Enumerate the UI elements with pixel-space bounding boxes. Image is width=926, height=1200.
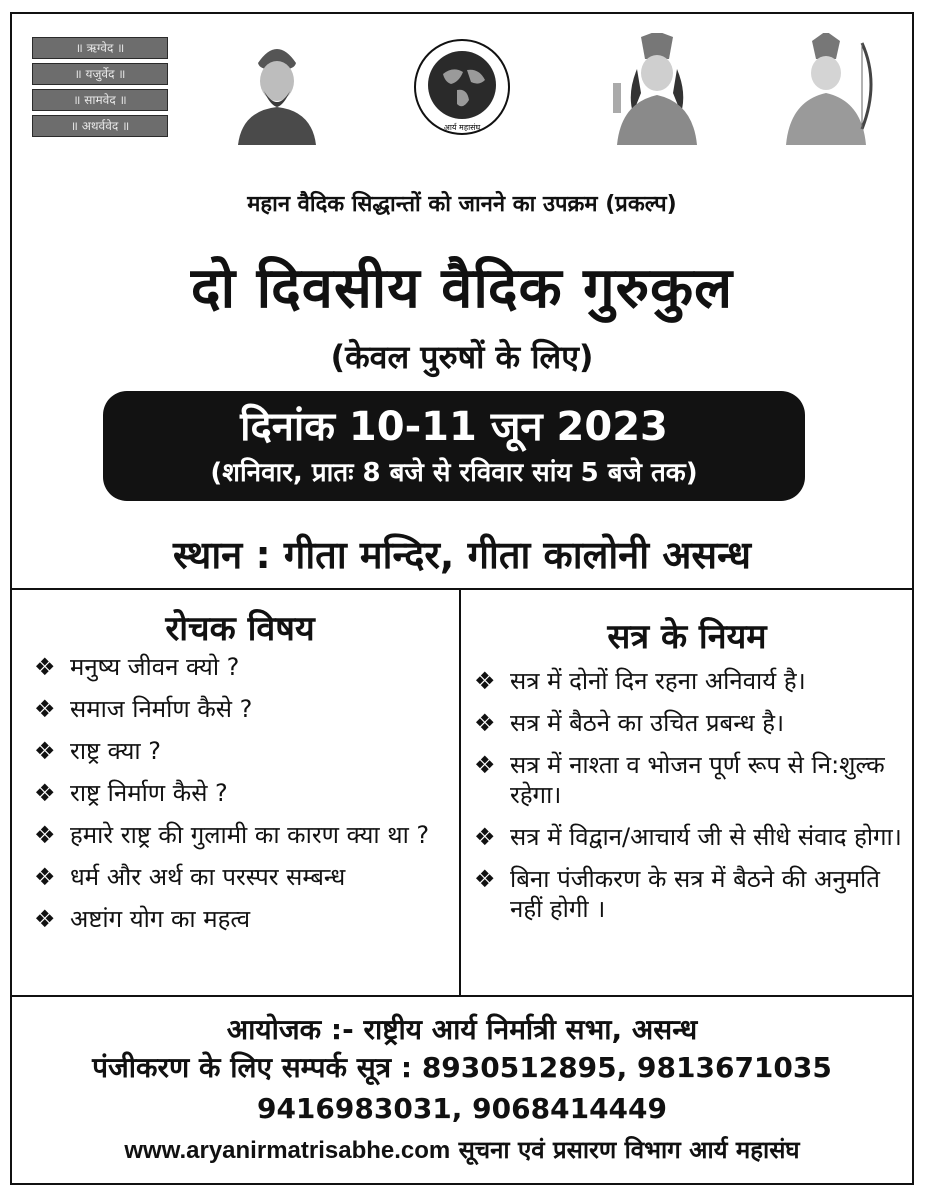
veda-book-2: ॥ यजुर्वेद ॥ <box>32 63 168 85</box>
bullet-icon: ❖ <box>34 695 56 723</box>
list-item: ❖ अष्टांग योग का महत्व <box>34 905 251 933</box>
list-item: ❖ सत्र में दोनों दिन रहना अनिवार्य है। <box>474 667 806 695</box>
event-date: दिनांक 10-11 जून 2023 <box>240 404 668 450</box>
list-item: ❖ सत्र में बैठने का उचित प्रबन्ध है। <box>474 709 785 737</box>
rules-heading: सत्र के नियम <box>607 617 767 657</box>
department: सूचना एवं प्रसारण विभाग आर्य महासंघ <box>458 1136 800 1164</box>
bullet-icon: ❖ <box>34 821 56 849</box>
list-item: ❖ हमारे राष्ट्र की गुलामी का कारण क्या था ? <box>34 821 430 849</box>
website-link[interactable]: www.aryanirmatrisabhe.com <box>124 1137 451 1164</box>
event-time: (शनिवार, प्रातः 8 बजे से रविवार सांय 5 बजे तक) <box>210 458 698 488</box>
contact-numbers: पंजीकरण के लिए सम्पर्क सूत्र : 8930512895, 9813671035 <box>92 1051 832 1084</box>
topics-list <box>24 652 454 946</box>
divider-top <box>10 588 914 590</box>
list-item: ❖ बिना पंजीकरण के सत्र में बैठने की अनुमति नहीं होगी । <box>474 865 880 923</box>
bullet-icon: ❖ <box>34 863 56 891</box>
list-item: ❖ राष्ट्र क्या ? <box>34 737 162 765</box>
bullet-icon: ❖ <box>474 751 496 779</box>
rules-list <box>464 666 908 936</box>
bullet-icon: ❖ <box>34 779 56 807</box>
deity-image-2 <box>770 33 882 145</box>
list-item: ❖ मनुष्य जीवन क्यो ? <box>34 653 240 681</box>
bullet-icon: ❖ <box>34 653 56 681</box>
veda-book-3: ॥ सामवेद ॥ <box>32 89 168 111</box>
logo-caption: आर्य महासंघ <box>443 123 481 132</box>
bullet-icon: ❖ <box>34 905 56 933</box>
deity-image-1 <box>597 33 717 145</box>
divider-bottom <box>10 995 914 997</box>
venue: स्थान : गीता मन्दिर, गीता कालोनी असन्ध <box>173 533 751 577</box>
list-item: ❖ धर्म और अर्थ का परस्पर सम्बन्ध <box>34 863 346 891</box>
subtitle: महान वैदिक सिद्धान्तों को जानने का उपक्रम (प्रकल्प) <box>247 192 677 217</box>
bullet-icon: ❖ <box>474 667 496 695</box>
topics-heading: रोचक विषय <box>165 609 315 649</box>
date-box <box>103 391 805 501</box>
arya-mahasangh-logo <box>413 38 511 136</box>
portrait-image <box>232 33 322 145</box>
veda-book-1: ॥ ऋग्वेद ॥ <box>32 37 168 59</box>
list-item: ❖ सत्र में विद्वान/आचार्य जी से सीधे संवाद होगा। <box>474 823 902 851</box>
vedas-books-image <box>28 35 170 143</box>
bullet-icon: ❖ <box>34 737 56 765</box>
list-item: ❖ राष्ट्र निर्माण कैसे ? <box>34 779 228 807</box>
bullet-icon: ❖ <box>474 709 496 737</box>
bullet-icon: ❖ <box>474 823 496 851</box>
footer-line <box>10 1133 914 1166</box>
list-item: ❖ समाज निर्माण कैसे ? <box>34 695 253 723</box>
contact-numbers-2: 9416983031, 9068414449 <box>256 1092 668 1125</box>
veda-book-4: ॥ अथर्ववेद ॥ <box>32 115 168 137</box>
list-item: ❖ सत्र में नाश्ता व भोजन पूर्ण रूप से नि:शुल्क रहेगा। <box>474 751 885 809</box>
bullet-icon: ❖ <box>474 865 496 893</box>
organizer: आयोजक :- राष्ट्रीय आर्य निर्मात्री सभा, असन्ध <box>226 1013 698 1046</box>
audience-note: (केवल पुरुषों के लिए) <box>330 338 594 376</box>
page-title: दो दिवसीय वैदिक गुरुकुल <box>190 256 734 321</box>
